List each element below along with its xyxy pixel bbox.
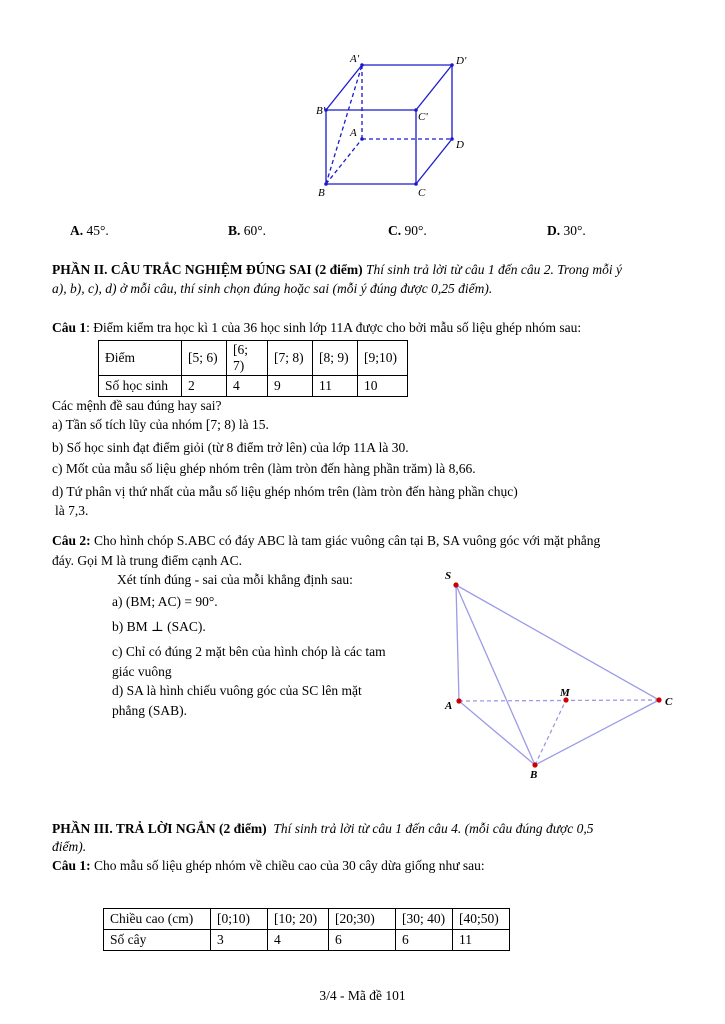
q1-text: Câu 1: Điểm kiểm tra học kì 1 của 36 học sinh lớp 11A được cho bởi mẫu số liệu ghép nhóm sau: (52, 320, 582, 335)
vertex-label: D (456, 139, 464, 151)
part3-q1-table (103, 908, 510, 951)
vertex-label: B (318, 187, 325, 199)
point-label-b: B (530, 769, 538, 781)
vertex-label: A (350, 127, 357, 139)
vertex-label: C (418, 187, 426, 199)
q2-text: Câu 2: Cho hình chóp S.ABC có đáy ABC là tam giác vuông cân tại B, SA vuông góc với mặt phẳng (52, 533, 601, 548)
vertex-label: B' (316, 105, 326, 117)
point-label-a: A (445, 700, 453, 712)
table-row: Số học sinh 2 4 9 11 10 (99, 376, 408, 397)
q1-statement-c: c) Mốt của mẫu số liệu ghép nhóm trên (làm tròn đến hàng phần trăm) là 8,66. (52, 461, 476, 476)
part3-heading: PHẦN III. TRẢ LỜI NGẮN (2 điểm) Thí sinh trả lời từ câu 1 đến câu 4. (mỗi câu đúng được 0,5 (52, 821, 594, 836)
part2-instruction: a), b), c), d) ở mỗi câu, thí sinh chọn đúng hoặc sai (mỗi ý đúng được 0,25 điểm). (52, 281, 493, 296)
part3-q1-text: Câu 1: Cho mẫu số liệu ghép nhóm về chiều cao của 30 cây dừa giống như sau: (52, 858, 485, 873)
vertex-label: A' (350, 53, 360, 65)
table-row: Điểm [5; 6) [6; 7) [7; 8) [8; 9) [9;10) (99, 341, 408, 376)
cube-figure (300, 48, 480, 208)
q2-text-cont: đáy. Gọi M là trung điểm cạnh AC. (52, 553, 242, 568)
q2-statement-a: a) (BM; AC) = 90°. (112, 594, 218, 609)
q2-statement-b: b) BM ⊥ (SAC). (112, 619, 206, 634)
q1-statement-d: d) Tứ phân vị thứ nhất của mẫu số liệu ghép nhóm trên (làm tròn đến hàng phần chục) (52, 484, 518, 499)
part2-heading: PHẦN II. CÂU TRẮC NGHIỆM ĐÚNG SAI (2 điểm) Thí sinh trả lời từ câu 1 đến câu 2. Trong mỗi ý (52, 262, 622, 277)
vertex-label: C' (418, 111, 428, 123)
pyramid-figure (435, 565, 685, 785)
point-label-c: C (665, 696, 673, 708)
q1-statement-a: a) Tần số tích lũy của nhóm [7; 8) là 15. (52, 417, 269, 432)
q1-table (98, 340, 408, 397)
q2-statement-c: c) Chỉ có đúng 2 mặt bên của hình chóp là các tam (112, 644, 386, 659)
point-label-s: S (445, 570, 452, 582)
q1-statement-b: b) Số học sinh đạt điểm giỏi (từ 8 điểm trở lên) của lớp 11A là 30. (52, 440, 409, 455)
q2-statement-c-cont: giác vuông (112, 664, 172, 679)
table-row: Số cây 3 4 6 6 11 (104, 930, 510, 951)
answer-choice-a: A. 45°. (70, 223, 109, 238)
q2-prompt: Xét tính đúng - sai của mỗi khẳng định sau: (117, 572, 353, 587)
q1-statement-d-cont: là 7,3. (55, 503, 89, 518)
vertex-label: D' (456, 55, 467, 67)
answer-choice-d: D. 30°. (547, 223, 586, 238)
page-footer: 3/4 - Mã đề 101 (319, 988, 406, 1003)
point-label-m: M (560, 687, 570, 699)
answer-choice-b: B. 60°. (228, 223, 267, 238)
part3-instruction: điểm). (52, 839, 87, 854)
q2-statement-d: d) SA là hình chiếu vuông góc của SC lên mặt (112, 683, 362, 698)
answer-choice-c: C. 90°. (388, 223, 427, 238)
table-row: Chiều cao (cm) [0;10) [10; 20) [20;30) [30; 40) [40;50) (104, 909, 510, 930)
q1-prompt: Các mệnh đề sau đúng hay sai? (52, 398, 222, 413)
q2-statement-d-cont: phẳng (SAB). (112, 703, 187, 718)
